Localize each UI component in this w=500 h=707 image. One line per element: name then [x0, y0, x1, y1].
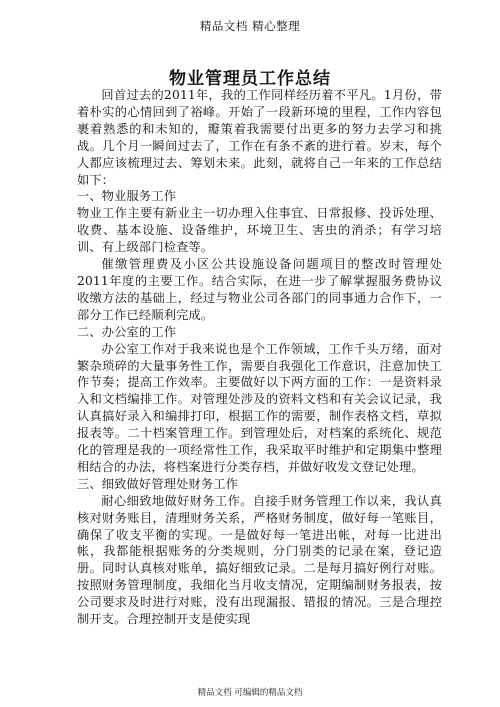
section-heading-office-work: 二、办公室的工作 — [77, 324, 177, 339]
page-footer: 精品文档 可编辑的精品文档 — [197, 688, 303, 698]
section-heading-finance-work: 三、细致做好管理处财务工作 — [77, 476, 239, 491]
paragraph-office-work: 办公室工作对于我来说也是个工作领域，工作千头万绪，面对繁杂琐碎的大量事务性工作，需要自我强化工作意识，注意加快工作节奏；提高工作效率。主要做好以下两方面的工作：一是资料录入和文档编排工作。对管理处涉及的资料文档和有关会议记录，我认真搞好录入和编排打印，根据工作的需要，制作表格文档，草拟报表等。二十档案管理工作。到管理处后，对档案的系统化、规范化的管理是我的一项经常性工作，我采取平时维护和定期集中整理相结合的办法，将档案进行分类存档，并做好收发文登记处理。 — [77, 341, 442, 474]
paragraph-fee-collection: 催缴管理费及小区公共设施设备问题项目的整改时管理处2011年度的主要工作。结合实际，在进一步了解掌握服务费协议收缴方法的基础上，经过与物业公司各部门的同事通力合作下，一部分工作已经顺利完成。 — [77, 257, 442, 322]
page-header: 精品文档 精心整理 — [199, 19, 301, 33]
section-heading-property-service: 一、物业服务工作 — [77, 189, 177, 204]
document-title: 物业管理员工作总结 — [169, 69, 331, 89]
paragraph-intro: 回首过去的2011年，我的工作同样经历着不平凡。1月份，带着朴实的心情回到了裕峰。开始了一段新环境的里程，工作内容包裹着熟悉的和未知的，瓣策着我需要付出更多的努力去学习和挑战。几个月一瞬间过去了，工作在有条不紊的进行着。岁末，每个人都应该梳理过去、筹划未来。此刻，就将自己一年来的工作总结如下： — [77, 88, 442, 187]
document-body — [77, 87, 442, 628]
paragraph-finance-work: 耐心细致地做好财务工作。自接手财务管理工作以来，我认真核对财务账目，清理财务关系，严格财务制度，做好每一笔账目，确保了收支平衡的实现。一是做好每一笔进出帐，对每一比进出帐，我都能根据账务的分类规则，分门别类的记录在案，登记造册。同时认真核对账单，搞好细致记录。二是每月搞好例行对账。按照财务管理制度，我细化当月收支情况，定期编制财务报表，按公司要求及时进行对账，没有出现漏报、错报的情况。三是合理控制开支。合理控制开支是使实现 — [77, 493, 442, 627]
paragraph-property-service: 物业工作主要有新业主一切办理入住事宜、日常报修、投诉处理、收费、基本设施、设备维护，环境卫生、害虫的消杀；有学习培训、有上级部门检查等。 — [77, 206, 442, 255]
